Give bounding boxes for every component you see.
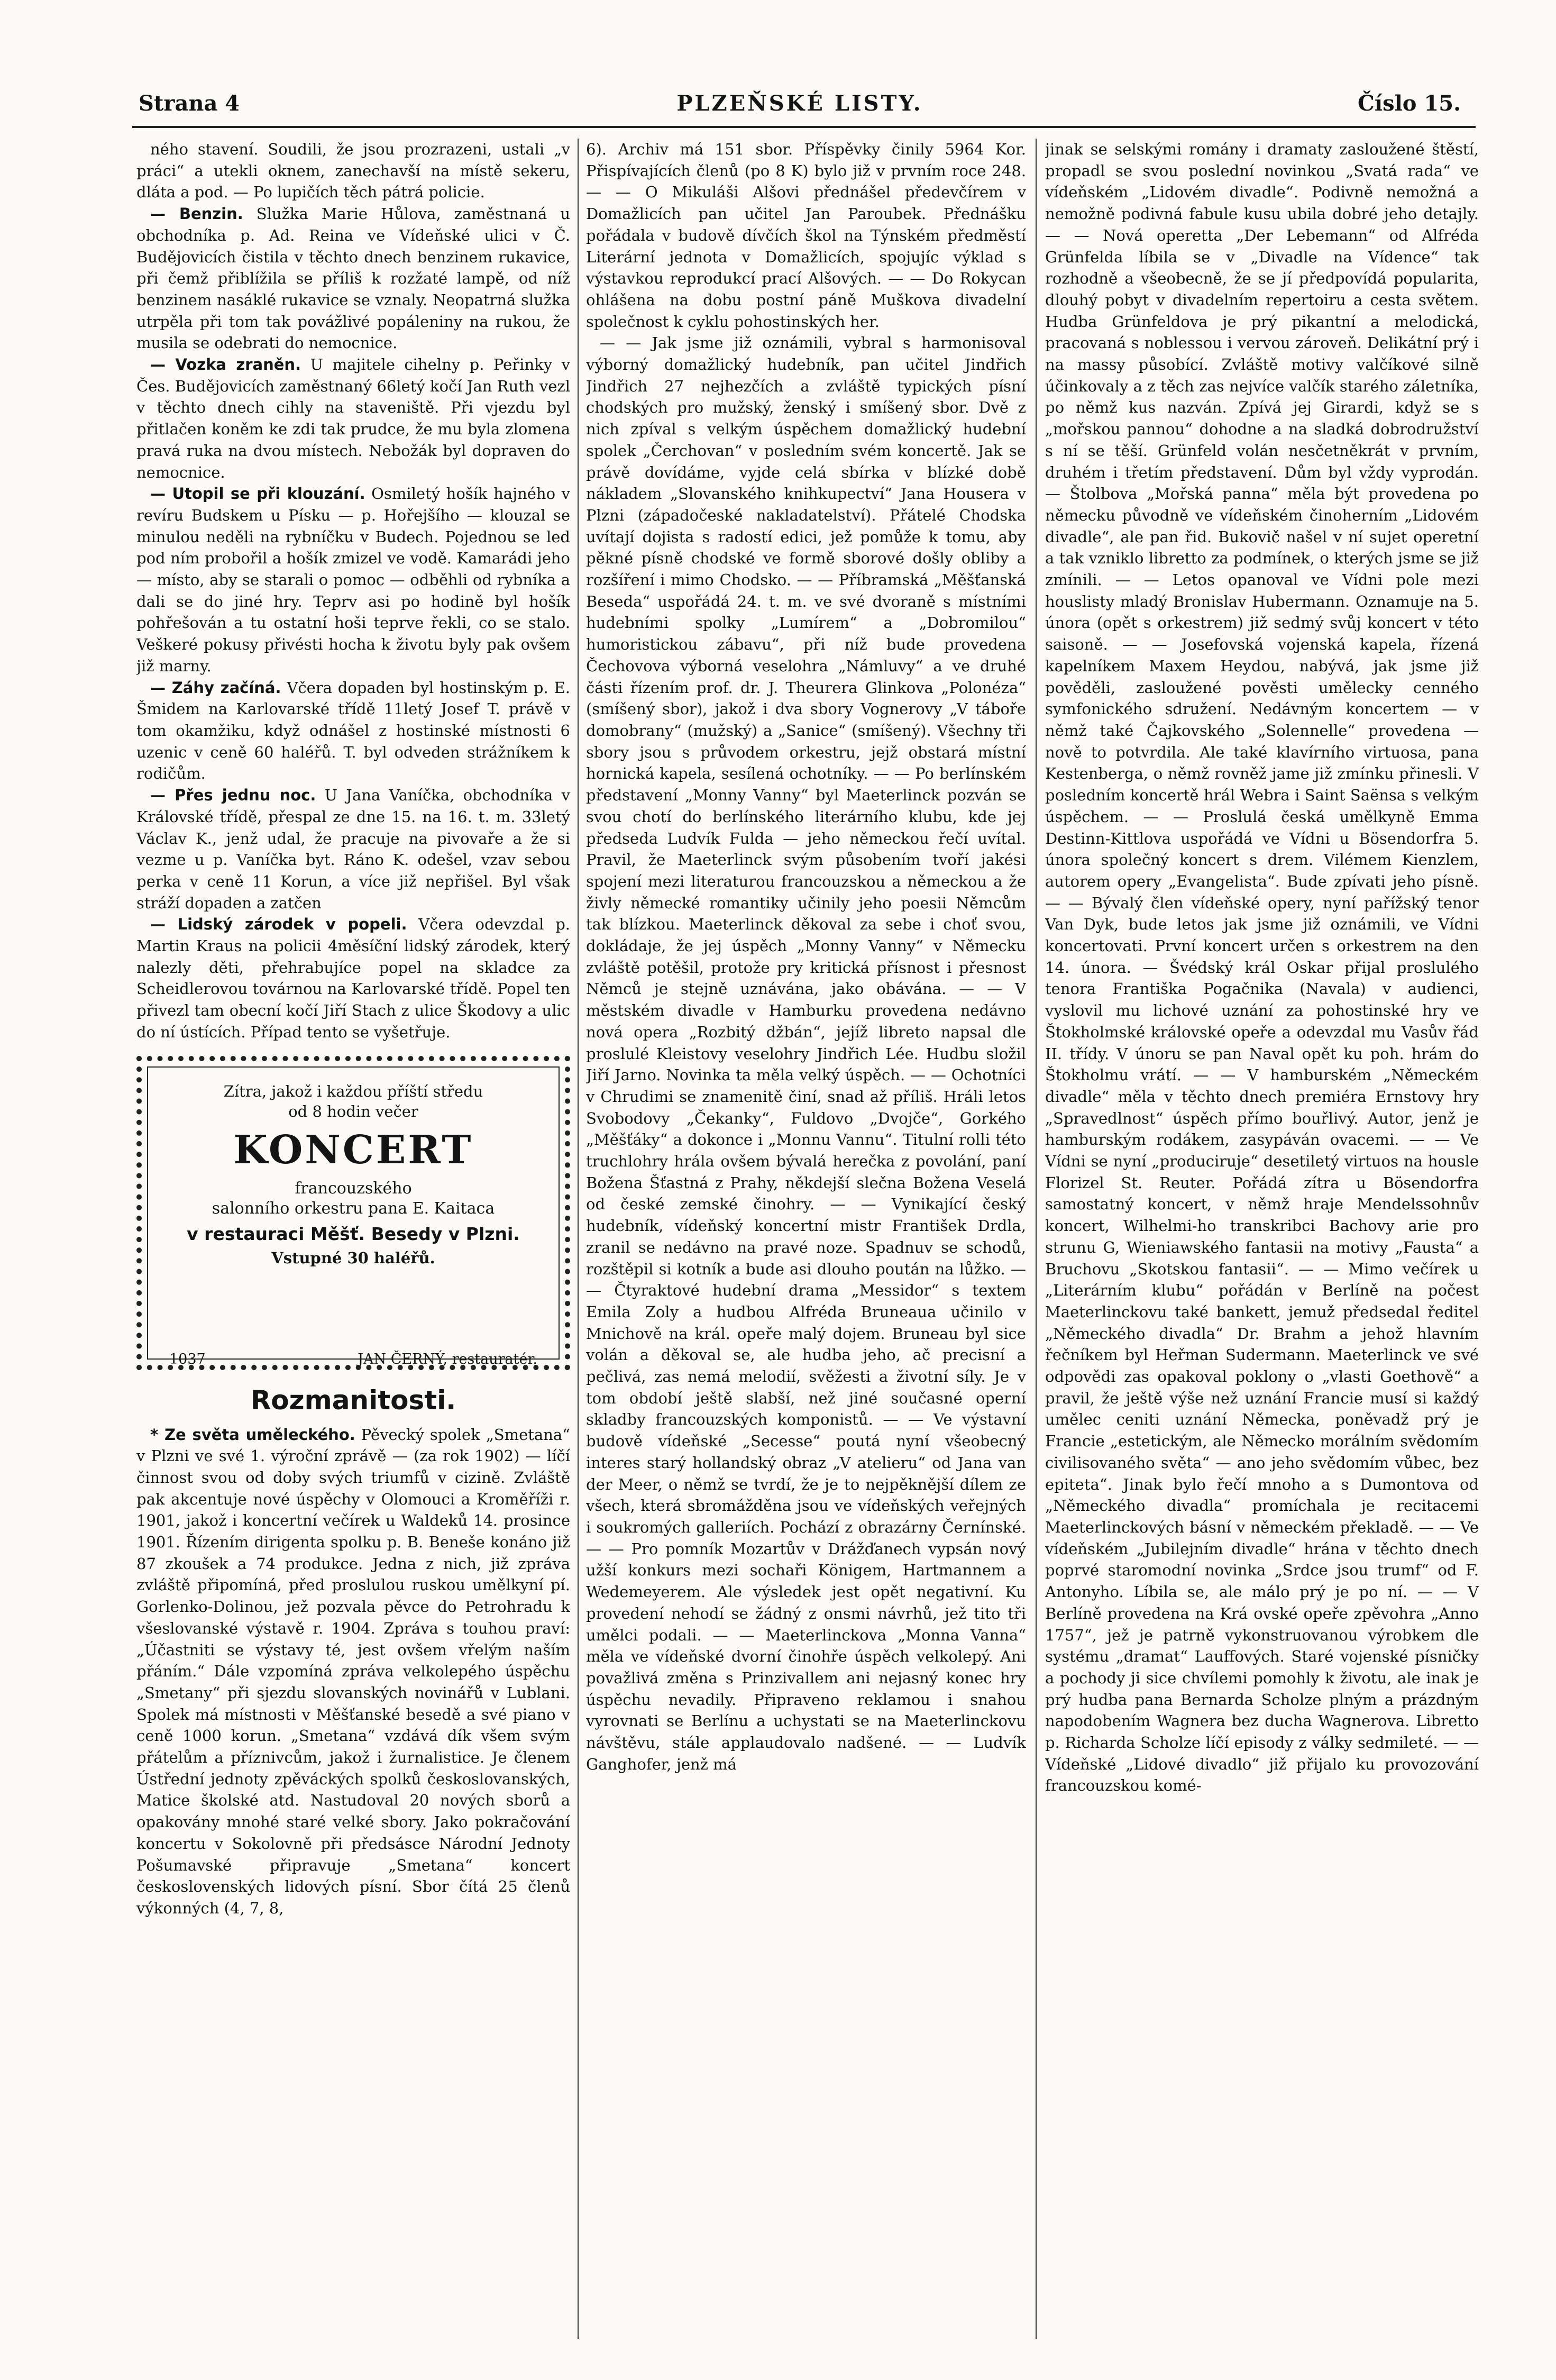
news-heading: — Záhy začíná. [150, 678, 281, 697]
ad-admission: Vstupné 30 haléřů. [271, 1248, 435, 1267]
news-heading: — Přes jednu noc. [150, 786, 316, 805]
column-3 [1045, 139, 1479, 2350]
news-text: Služka Marie Hůlova, zaměstnaná u obchodníka p. Ad. Reina ve Vídeňské ulici v Č. Budějovicích čistila v těchto dnech benzinem rukavice, při čemž přiblížila se příliš k rozžaté lampě, od níž benzinem nasáklé rukavice se vznaly. Neopatrná služka utrpěla při tom tak povážlivé popáleniny na rukou, že musila se odebrati do nemocnice. [136, 205, 570, 352]
news-item [136, 483, 570, 677]
concert-advertisement [136, 1056, 570, 1370]
news-text: U Jana Vaníčka, obchodníka v Královské třídě, přespal ze dne 15. na 16. t. m. 33letý Václav K., jenž udal, že pracuje na pivovaře a že si vezme u p. Vaníčka byt. Ráno K. odešel, vzav sebou perka v ceně 11 Korun, a více již nepřišel. Byl však stráží dopaden a zatčen [136, 786, 570, 912]
ad-venue: v restauraci Měšť. Besedy v Plzni. [187, 1223, 520, 1244]
news-text: U majitele cihelny p. Peřinky v Čes. Budějovicích zaměstnaný 66letý kočí Jan Ruth vezl v těchto dnech cihly na staveniště. Při vjezdu byl přitlačen koněm ke zdi tak prudce, že mu byla zlomena pravá ruka na dvou místech. Nebožák byl dopraven do nemocnice. [136, 355, 570, 481]
column-1 [136, 139, 570, 2350]
news-item [136, 677, 570, 785]
news-text: Osmiletý hošík hajného v revíru Budskem u Písku — p. Hořejšího — klouzal se minulou neděli na rybníčku v Budech. Pojednou se led pod ním probořil a hošík zmizel ve vodě. Kamarádi jeho — místo, aby se starali o pomoc — odběhli od rybníka a dali se do jiné hry. Teprv asi po hodině byl hošík pohřešován a tu ostatní hoši teprve řekli, co se stalo. Veškeré pokusy přivésti hocha k životu byly pak ovšem již marny. [136, 485, 570, 675]
news-item [136, 785, 570, 914]
news-heading: * Ze světa uměleckého. [150, 1425, 355, 1444]
column-2 [586, 139, 1026, 2350]
issue-number: Číslo 15. [1358, 91, 1461, 116]
news-heading: — Lidský zárodek v popeli. [150, 915, 407, 934]
news-text: Včera odevzdal p. Martin Kraus na policii 4měsíční lidský zárodek, který nalezly děti, přehrabujíce popel na skladce za Scheidlerovou továrnou na Karlovarské třídě. Popel ten přivezl tam obecní kočí Jiří Stach z ulice Škodovy a ulic do ní ústících. Případ tento se vyšetřuje. [136, 915, 570, 1041]
header-rule [132, 126, 1476, 128]
page-number: Strana 4 [139, 91, 240, 116]
ad-number: 1037 [169, 1351, 206, 1367]
news-item [136, 1424, 570, 1919]
news-item [136, 354, 570, 483]
section-heading: Rozmanitosti. [250, 1384, 456, 1416]
column-divider [578, 139, 579, 2339]
news-text: Pěvecký spolek „Smetana“ v Plzni ve své 1. výroční zprávě — (za rok 1902) — líčí činnost svou od doby svých triumfů v cizině. Zvláště pak akcentuje nové úspěchy v Olomouci a Kroměříži r. 1901, jakož i koncertní večírek u Waldeků 14. prosince 1901. Řízením dirigenta spolku p. B. Beneše konáno již 87 zkoušek a 74 produkce. Jedna z nich, již zpráva zvláště připomíná, před proslulou ruskou umělkyní pí. Gorlenko-Dolinou, jež pozvala pěvce do Petrohradu k všeslovanské výstavě r. 1904. Zpráva s touhou praví: „Účastniti se výstavy té, jest ovšem vřelým naším přáním.“ Dále vzpomíná zpráva velkolepého úspěchu „Smetany“ při sjezdu slovanských novinářů v Lublani. Spolek má místnosti v Měšťanské besedě a své piano v ceně 1000 korun. „Smetana“ vzdává dík všem svým přátelům a příznivcům, jakož i žurnalistice. Je členem Ústřední jednoty zpěváckých spolků českoslovanských, Matice školské atd. Nastudoval 20 nových sborů a opakovány mnohé staré velké sbory. Jako pokračování koncertu v Sokolovně při předsásce Národní Jednoty Pošumavské připravuje „Smetana“ koncert československých lidových písní. Sbor čítá 25 členů výkonných (4, 7, 8, [136, 1425, 570, 1917]
ad-line: Zítra, jakož i každou příští středu [223, 1082, 483, 1100]
article-text: jinak se selskými romány i dramaty zasloužené štěstí, propadl se svou poslední novinkou „Svatá rada“ ve vídeňském „Lidovém divadle“. Podivně nemožná a nemožně podivná fabule kusu ubila dobré jeho detajly. — — Nová operetta „Der Lebemann“ od Alfréda Grünfelda líbila se v „Divadle na Vídence“ tak rozhodně a všeobecně, že se jí předpovídá popularita, dlouhý pobyt v divadelním repertoiru a cesta světem. Hudba Grünfeldova je prý pikantní a melodická, pracovaná s noblessou i vervou zároveň. Delikátní prý i na massy působící. Zvláště motivy valčíkové silně účinkovaly a z těch zas nejvíce valčík starého záletníka, po němž kus nazván. Zpívá jej Girardi, když se s „mořskou pannou“ dohodne a na sladká dobrodružství s ní se těší. Grünfeld volán nesčetněkrát v prvním, druhém i třetím představení. Dům byl vždy vyprodán. — Štolbova „Mořská panna“ měla být provedena po německu původně ve vídeňském činoherním „Lidovém divadle“, ale pan řid. Bukovič našel v ní sujet operetní a tak vzniklo libretto za podmínek, o kterých jsme se již zmínili. — — Letos opanoval ve Vídni pole mezi houslisty mladý Bronislav Hubermann. Oznamuje na 5. února (opět s orkestrem) již sedmý svůj koncert v této saisoně. — — Josefovská vojenská kapela, řízená kapelníkem Maxem Heydou, nabývá, jak jsme již pověděli, zasloužené pověsti umělecky cenného symfonického sdružení. Nedávným koncertem — v němž také Čajkovského „Solennelle“ provedena — nově to potvrdila. Ale také klavírního virtuosa, pana Kestenberga, o němž rovněž jame již zmínku přinesli. V posledním koncertě hrál Webra i Saint Saënsa s velkým úspěchem. — — Proslulá česká umělkyně Emma Destinn-Kittlova uspořádá ve Vídni u Bösendorfra 5. února společný koncert s drem. Vilémem Kienzlem, autorem opery „Evangelista“. Bude zpívati jeho písně. — — Bývalý člen vídeňské opery, nyní pařížský tenor Van Dyk, bude letos jak jsme již oznámili, ve Vídni koncertovati. První koncert určen s orkestrem na den 14. února. — Švédský král Oskar přijal proslulého tenora Františka Pogačnika (Navala) v audienci, vyslovil mu lichové uznání za pohostinské hry ve Štokholmské královské opeře a odevzdal mu Vasův řád II. třídy. V únoru se pan Naval opět ku poh. hrám do Štokholmu vrátí. — — V hamburském „Německém divadle“ měla v těchto dnech premiéra Ernstovy hry „Spravedlnost“ úspěch přímo bouřlivý. Autor, jenž je hamburským rodákem, zasypáván ovacemi. — — Ve Vídni se nyní „produciruje“ desetiletý virtuos na housle Florizel St. Reuter. Pořádá zítra u Bösendorfra samostatný koncert, v němž hraje Mendelssohnův koncert, Wilhelmi-ho transkribci Bachovy arie pro strunu G, Wieniawského fantasii na motivy „Fausta“ a Bruchovu „Skotskou fantasii“. — — Mimo večírek u „Literárním klubu“ pořádán v Berlíně na počest Maeterlinckovu také bankett, jemuž předsedal ředitel „Německého divadla“ Dr. Brahm a jehož hlavním řečníkem byl Heřman Sudermann. Maeterlinck ve své odpovědi zas opakoval poklony o „vlasti Goethově“ a pravil, že ještě výše než uznání Francie musí si každý umělec ceniti uznání Německa, poněvadž prý je Francie „estetickým, ale Německo morálním svědomím civilisovaného světa“ — ano jeho svědomím vůbec, bez epiteta“. Jinak bylo řečí mnoho a s Dumontova od „Německého divadla“ promíchala je recitacemi Maeterlinckových básní v německém překladě. — — Ve vídeňském „Jubilejním divadle“ hrána v těchto dnech poprvé staromodní novinka „Srdce jsou trumf“ od F. Antonyho. Líbila se, ale málo prý je po ní. — — V Berlíně provedena na Krá ovské opeře zpěvohra „Anno 1757“, jež je patrně vykonstruovanou výrobkem dle systému „dramat“ Lauffových. Staré vojenské písničky a pochody ji sice chvílemi pomohly k životu, ale inak je prý hudba pana Bernarda Scholze plným a prázdným napodobením Wagnera bez ducha Wagnerova. Libretto p. Richarda Scholze líčí episody z války sedmileté. — — Vídeňské „Lidové divadlo“ již přijalo ku provozování francouzskou komé- [1045, 140, 1479, 1795]
advertisement-box [147, 1066, 560, 1367]
news-item [136, 914, 570, 1043]
column-divider [1036, 139, 1037, 2339]
news-heading: — Vozka zraněn. [150, 355, 301, 374]
article-text: — — Jak jsme již oznámili, vybral s harmonisoval výborný domažlický hudebník, pan učitel Jindřich Jindřich 27 nejhezčích a zvláště typických písní chodských pro mužský, ženský i smíšený sbor. Dvě z nich zpíval s velkým úspěchem domažlický hudební spolek „Čerchovan“ v posledním svém koncertě. Jak se právě dovídáme, vyjde celá sbírka v blízké době nákladem „Slovanského knihkupectví“ Jana Housera v Plzni (západočeské nakladatelství). Přátelé Chodska uvítají dojista s radostí edici, jež pomůže k tomu, aby pěkné písně chodské ve formě sborové došly obliby a rozšíření i mimo Chodsko. — — Příbramská „Měšťanská Beseda“ uspořádá 24. t. m. ve své dvoraně s místními hudebními spolky „Lumírem“ a „Dobromilou“ humoristickou zábavu“, při níž bude provedena Čechovova výborná veselohra „Námluvy“ a ve druhé části řízením prof. dr. J. Theurera Glinkova „Polonéza“ (smíšený sbor), jakož i dva sbory Vognerovy „V táboře domobrany“ (mužský) a „Sanice“ (smíšený). Všechny tři sbory jsou s průvodem orkestru, jejž obstará místní hornická kapela, sesílená ochotníky. — — Po berlínském představení „Monny Vanny“ byl Maeterlinck pozván se svou chotí do berlínského literárního klubu, kde jej předseda Ludvík Fulda — jeho německou řečí uvítal. Pravil, že Maeterlinck svým působením tvoří jakési spojení mezi literaturou francouzskou a německou a že živly německé romantiky učinily jeho poesii Němcům tak blízkou. Maeterlinck děkoval za sebe i choť svou, dokládaje, že jej úspěch „Monny Vanny“ v Německu zvláště potěšil, protože pry kritická přísnost i přesnost Němců je stejně uznávána, jako obávána. — — V městském divadle v Hamburku provedena nedávno nová opera „Rozbitý džbán“, jejíž libreto napsal dle proslulé Kleistovy veselohry Jindřich Lée. Hudbu složil Jiří Jarno. Novinka ta měla velký úspěch. — — Ochotníci v Chrudimi se znamenitě činí, snad až příliš. Hráli letos Svobodovy „Čekanky“, Fuldovo „Dvojče“, Gorkého „Měšťáky“ a dokonce i „Monnu Vannu“. Titulní rolli této truchlohry hrála ovšem bývalá herečka z povolání, paní Božena Šťastná z Prahy, někdejší slečna Božena Veselá od české zemské činohry. — — Vynikající český hudebník, vídeňský koncertní mistr František Drdla, zranil se nedávno na pravé noze. Spadnuv se schodů, rozštěpil si kotník a bude asi dlouho poután na lůžko. — — Čtyraktové hudební drama „Messidor“ s textem Emila Zoly a hudbou Alfréda Bruneaua učinilo v Mnichově na král. opeře malý dojem. Bruneau byl sice volán a děkoval se, ale hudba jeho, ač precisní a pečlivá, zas nemá melodií, svěžesti a životní síly. Je v tom období ještě slabší, než jiné současné operní skladby francouzských komponistů. — — Ve výstavní budově vídeňské „Secesse“ poutá nyní všeobecný interes starý hollandský obraz „V atelieru“ od Jana van der Meer, o němž se tvrdí, že je to nejpěknější dílem ze všech, která sbromážděna jsou ve vídeňských veřejných i soukromých galleriích. Pochází z obrazárny Černínské. — — Pro pomník Mozartův v Drážďanech vypsán nový užší konkurs mezi sochaři Königem, Hartmannem a Wedemeyerem. Ale výsledek jest opět negativní. Ku provedení nehodí se žádný z onsmi návrhů, jež tito tři umělci podali. — — Maeterlinckova „Monna Vanna“ měla ve vídeňské dvorní činohře úspěch velkolepý. Ani považlivá změna s Prinzivallem ani nejasný konec hry úspěchu nevadily. Připraveno reklamou i snahou vyrovnati se Berlínu a uchystati se na Maeterlinckovu návštěvu, stále applaudovalo nadšené. — — Ludvík Ganghofer, jenž má [586, 334, 1026, 1773]
article-text: 6). Archiv má 151 sbor. Příspěvky činily 5964 Kor. Přispívajících členů (po 8 K) bylo již v prvním roce 248. — — O Mikuláši Alšovi přednášel předevčírem v Domažlicích pan učitel Jan Paroubek. Přednášku pořádala v budově dívčích škol na Týnském předměstí Literární jednota v Domažlicích, spojujíc výklad s výstavkou reprodukcí prací Alšových. — — Do Rokycan ohlášena na dobu postní páně Muškova divadelní společnost k cyklu pohostinských her. [586, 140, 1026, 331]
news-heading: — Benzin. [150, 205, 243, 223]
ad-title: KONCERT [233, 1127, 473, 1173]
ad-line: salonního orkestru pana E. Kaitaca [212, 1199, 495, 1218]
ad-line: francouzského [295, 1179, 412, 1198]
news-heading: — Utopil se při klouzání. [150, 485, 365, 503]
ad-owner: JAN ČERNÝ, restauratér. [358, 1351, 537, 1367]
news-item [136, 203, 570, 354]
news-text: Včera dopaden byl hostinským p. E. Šmidem na Karlovarské třídě 11letý Josef T. právě v tom okamžiku, když odnášel z hostinské místnosti 6 uzenic v ceně 60 haléřů. T. byl odveden strážníkem k rodičům. [136, 678, 570, 783]
page-header [139, 91, 1461, 123]
newspaper-title: PLZEŇSKÉ LISTY. [676, 91, 923, 116]
ad-line: od 8 hodin večer [288, 1102, 418, 1120]
article-text: ného stavení. Soudili, že jsou prozrazeni, ustali „v práci“ a utekli oknem, zanechavší na místě sekeru, dláta a pod. — Po lupičích těch pátrá policie. [136, 140, 570, 202]
